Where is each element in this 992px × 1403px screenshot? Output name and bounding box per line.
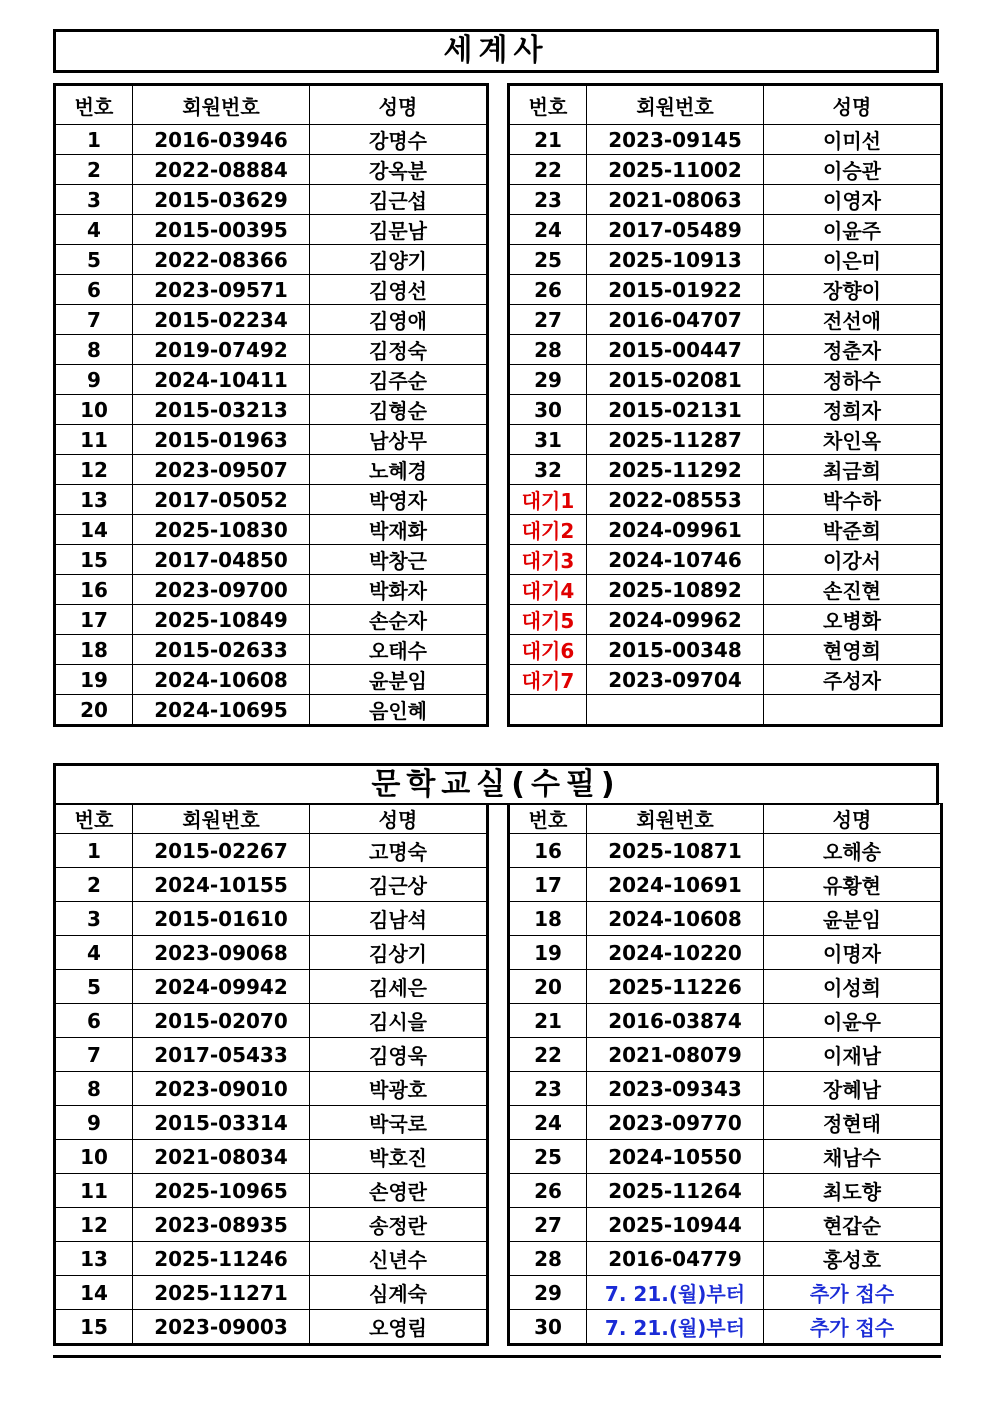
row-number: 6 bbox=[55, 275, 133, 305]
member-id: 2015-03314 bbox=[133, 1106, 310, 1140]
table-row bbox=[55, 1072, 488, 1106]
member-name: 박수하 bbox=[764, 485, 942, 515]
row-number: 대기6 bbox=[509, 635, 587, 665]
table-row bbox=[55, 1140, 488, 1174]
row-number: 대기4 bbox=[509, 575, 587, 605]
member-name: 오병화 bbox=[764, 605, 942, 635]
table-row bbox=[509, 245, 942, 275]
row-number: 1 bbox=[55, 125, 133, 155]
table-row bbox=[55, 1174, 488, 1208]
member-name: 고명숙 bbox=[310, 834, 488, 868]
row-number: 3 bbox=[55, 185, 133, 215]
table-row bbox=[509, 1140, 942, 1174]
member-id: 2023-09571 bbox=[133, 275, 310, 305]
row-number: 22 bbox=[509, 155, 587, 185]
row-number: 18 bbox=[55, 635, 133, 665]
member-name: 정현태 bbox=[764, 1106, 942, 1140]
member-id: 2024-09961 bbox=[587, 515, 764, 545]
member-name: 이명자 bbox=[764, 936, 942, 970]
table-row bbox=[509, 575, 942, 605]
table-row bbox=[55, 695, 488, 726]
member-id: 2015-01610 bbox=[133, 902, 310, 936]
member-id: 2024-10155 bbox=[133, 868, 310, 902]
table-row bbox=[509, 902, 942, 936]
member-id: 2025-11292 bbox=[587, 455, 764, 485]
row-number: 30 bbox=[509, 395, 587, 425]
member-id: 2023-09343 bbox=[587, 1072, 764, 1106]
row-number: 12 bbox=[55, 455, 133, 485]
member-name: 노혜경 bbox=[310, 455, 488, 485]
row-number: 26 bbox=[509, 275, 587, 305]
member-name: 이윤우 bbox=[764, 1004, 942, 1038]
member-name: 윤분임 bbox=[310, 665, 488, 695]
member-id: 2023-09003 bbox=[133, 1310, 310, 1345]
row-number: 4 bbox=[55, 936, 133, 970]
member-id: 2024-10550 bbox=[587, 1140, 764, 1174]
table-row bbox=[509, 545, 942, 575]
row-number: 21 bbox=[509, 125, 587, 155]
table-row bbox=[55, 868, 488, 902]
header-member-id: 회원번호 bbox=[133, 804, 310, 834]
table-row bbox=[509, 970, 942, 1004]
member-name: 박화자 bbox=[310, 575, 488, 605]
member-name: 이미선 bbox=[764, 125, 942, 155]
table-row bbox=[55, 1106, 488, 1140]
member-id: 2025-11002 bbox=[587, 155, 764, 185]
member-id: 2023-09770 bbox=[587, 1106, 764, 1140]
row-number: 대기2 bbox=[509, 515, 587, 545]
row-number: 18 bbox=[509, 902, 587, 936]
member-id: 2021-08034 bbox=[133, 1140, 310, 1174]
table-row bbox=[509, 485, 942, 515]
member-name: 박광호 bbox=[310, 1072, 488, 1106]
member-id: 2023-09704 bbox=[587, 665, 764, 695]
member-name: 박준희 bbox=[764, 515, 942, 545]
member-name: 현영희 bbox=[764, 635, 942, 665]
table-row bbox=[55, 455, 488, 485]
table-row bbox=[55, 305, 488, 335]
row-number: 26 bbox=[509, 1174, 587, 1208]
member-id: 2019-07492 bbox=[133, 335, 310, 365]
member-id: 2025-10830 bbox=[133, 515, 310, 545]
table-row bbox=[509, 275, 942, 305]
member-name: 김남석 bbox=[310, 902, 488, 936]
member-id: 2015-01963 bbox=[133, 425, 310, 455]
row-number: 17 bbox=[55, 605, 133, 635]
table-row bbox=[509, 834, 942, 868]
member-id: 2024-10608 bbox=[587, 902, 764, 936]
table-row bbox=[55, 185, 488, 215]
row-number: 1 bbox=[55, 834, 133, 868]
row-number: 19 bbox=[55, 665, 133, 695]
member-id: 2025-11264 bbox=[587, 1174, 764, 1208]
row-number: 29 bbox=[509, 365, 587, 395]
member-name: 현갑순 bbox=[764, 1208, 942, 1242]
member-name: 이영자 bbox=[764, 185, 942, 215]
header-name: 성명 bbox=[310, 804, 488, 834]
row-number: 5 bbox=[55, 970, 133, 1004]
row-number: 15 bbox=[55, 1310, 133, 1345]
member-id: 2015-00447 bbox=[587, 335, 764, 365]
member-name: 김영선 bbox=[310, 275, 488, 305]
member-id: 2023-09145 bbox=[587, 125, 764, 155]
row-number: 9 bbox=[55, 365, 133, 395]
member-id: 2022-08366 bbox=[133, 245, 310, 275]
member-id: 7. 21.(월)부터 bbox=[587, 1276, 764, 1310]
table-row bbox=[55, 545, 488, 575]
member-id: 2024-10695 bbox=[133, 695, 310, 726]
member-id: 2025-10849 bbox=[133, 605, 310, 635]
row-number: 2 bbox=[55, 155, 133, 185]
member-id: 2023-08935 bbox=[133, 1208, 310, 1242]
row-number: 27 bbox=[509, 305, 587, 335]
table-row bbox=[55, 665, 488, 695]
member-id: 2024-09962 bbox=[587, 605, 764, 635]
header-member-id: 회원번호 bbox=[587, 85, 764, 125]
member-name: 김상기 bbox=[310, 936, 488, 970]
table-row bbox=[55, 1276, 488, 1310]
member-name: 정희자 bbox=[764, 395, 942, 425]
header-number: 번호 bbox=[509, 85, 587, 125]
row-number: 4 bbox=[55, 215, 133, 245]
member-id: 2015-00395 bbox=[133, 215, 310, 245]
row-number: 16 bbox=[509, 834, 587, 868]
member-id: 2024-10746 bbox=[587, 545, 764, 575]
section2-title: 문학교실(수필) bbox=[53, 763, 939, 805]
member-id: 2025-10944 bbox=[587, 1208, 764, 1242]
row-number: 24 bbox=[509, 1106, 587, 1140]
row-number: 대기1 bbox=[509, 485, 587, 515]
member-name bbox=[764, 695, 942, 726]
member-id: 2017-05433 bbox=[133, 1038, 310, 1072]
table-row bbox=[55, 365, 488, 395]
table-row bbox=[55, 605, 488, 635]
member-id: 2016-03946 bbox=[133, 125, 310, 155]
header-name: 성명 bbox=[764, 804, 942, 834]
table-row bbox=[509, 1038, 942, 1072]
member-id: 2017-04850 bbox=[133, 545, 310, 575]
table-row bbox=[509, 365, 942, 395]
header-name: 성명 bbox=[764, 85, 942, 125]
member-name: 장향이 bbox=[764, 275, 942, 305]
table-row bbox=[55, 425, 488, 455]
header-number: 번호 bbox=[509, 804, 587, 834]
member-name: 박영자 bbox=[310, 485, 488, 515]
row-number: 8 bbox=[55, 1072, 133, 1106]
table-row bbox=[55, 1038, 488, 1072]
row-number: 대기5 bbox=[509, 605, 587, 635]
member-id: 2024-09942 bbox=[133, 970, 310, 1004]
row-number: 28 bbox=[509, 335, 587, 365]
member-name: 김주순 bbox=[310, 365, 488, 395]
member-name: 심계숙 bbox=[310, 1276, 488, 1310]
member-name: 오해송 bbox=[764, 834, 942, 868]
table-row bbox=[55, 834, 488, 868]
member-name: 김문남 bbox=[310, 215, 488, 245]
member-name: 정하수 bbox=[764, 365, 942, 395]
member-id: 2015-03629 bbox=[133, 185, 310, 215]
member-name: 박재화 bbox=[310, 515, 488, 545]
row-number: 20 bbox=[55, 695, 133, 726]
row-number: 대기3 bbox=[509, 545, 587, 575]
member-name: 손순자 bbox=[310, 605, 488, 635]
row-number: 14 bbox=[55, 515, 133, 545]
member-id: 2017-05489 bbox=[587, 215, 764, 245]
table-row bbox=[55, 125, 488, 155]
table-row bbox=[55, 936, 488, 970]
table-row bbox=[55, 1004, 488, 1038]
table-row bbox=[55, 970, 488, 1004]
member-name: 이은미 bbox=[764, 245, 942, 275]
member-id: 2025-11246 bbox=[133, 1242, 310, 1276]
member-name: 박창근 bbox=[310, 545, 488, 575]
member-name: 유황현 bbox=[764, 868, 942, 902]
member-name: 박국로 bbox=[310, 1106, 488, 1140]
row-number: 16 bbox=[55, 575, 133, 605]
member-id: 2025-10871 bbox=[587, 834, 764, 868]
member-id: 2021-08079 bbox=[587, 1038, 764, 1072]
row-number: 7 bbox=[55, 1038, 133, 1072]
table-row bbox=[509, 185, 942, 215]
member-name: 이강서 bbox=[764, 545, 942, 575]
table-row bbox=[55, 245, 488, 275]
member-id: 2024-10411 bbox=[133, 365, 310, 395]
member-name: 김근상 bbox=[310, 868, 488, 902]
table-row bbox=[55, 275, 488, 305]
row-number: 21 bbox=[509, 1004, 587, 1038]
row-number: 14 bbox=[55, 1276, 133, 1310]
member-name: 송정란 bbox=[310, 1208, 488, 1242]
member-id: 2025-10892 bbox=[587, 575, 764, 605]
member-name: 강옥분 bbox=[310, 155, 488, 185]
member-name: 박호진 bbox=[310, 1140, 488, 1174]
member-name: 신년수 bbox=[310, 1242, 488, 1276]
section1-right-table bbox=[507, 83, 943, 727]
member-name: 윤분임 bbox=[764, 902, 942, 936]
table-row bbox=[55, 515, 488, 545]
member-id: 2025-11287 bbox=[587, 425, 764, 455]
header-member-id: 회원번호 bbox=[133, 85, 310, 125]
table-row bbox=[509, 1242, 942, 1276]
table-row bbox=[55, 1242, 488, 1276]
section2-right-table bbox=[507, 803, 943, 1346]
row-number: 13 bbox=[55, 1242, 133, 1276]
row-number: 7 bbox=[55, 305, 133, 335]
table-row bbox=[509, 936, 942, 970]
row-number: 20 bbox=[509, 970, 587, 1004]
member-name: 최금희 bbox=[764, 455, 942, 485]
member-name: 손진현 bbox=[764, 575, 942, 605]
table-row bbox=[509, 335, 942, 365]
table-row bbox=[509, 515, 942, 545]
row-number: 13 bbox=[55, 485, 133, 515]
row-number: 3 bbox=[55, 902, 133, 936]
member-name: 김시을 bbox=[310, 1004, 488, 1038]
member-id: 2021-08063 bbox=[587, 185, 764, 215]
table-row bbox=[55, 902, 488, 936]
member-id: 2025-11271 bbox=[133, 1276, 310, 1310]
table-row bbox=[509, 1310, 942, 1345]
table-row bbox=[509, 155, 942, 185]
member-name: 김근섭 bbox=[310, 185, 488, 215]
table-row bbox=[55, 1208, 488, 1242]
member-id: 7. 21.(월)부터 bbox=[587, 1310, 764, 1345]
table-row bbox=[509, 1004, 942, 1038]
member-name: 남상무 bbox=[310, 425, 488, 455]
table-row bbox=[509, 1208, 942, 1242]
table-row bbox=[509, 425, 942, 455]
member-name: 손영란 bbox=[310, 1174, 488, 1208]
row-number: 29 bbox=[509, 1276, 587, 1310]
row-number: 32 bbox=[509, 455, 587, 485]
member-name: 추가 접수 bbox=[764, 1310, 942, 1345]
table-row bbox=[509, 635, 942, 665]
member-id: 2025-10965 bbox=[133, 1174, 310, 1208]
header-number: 번호 bbox=[55, 85, 133, 125]
table-row bbox=[509, 695, 942, 726]
header-number: 번호 bbox=[55, 804, 133, 834]
table-row bbox=[55, 1310, 488, 1345]
table-row bbox=[509, 665, 942, 695]
row-number bbox=[509, 695, 587, 726]
member-name: 김양기 bbox=[310, 245, 488, 275]
table-row bbox=[509, 1106, 942, 1140]
member-id: 2015-02070 bbox=[133, 1004, 310, 1038]
member-id: 2022-08884 bbox=[133, 155, 310, 185]
table-row bbox=[509, 125, 942, 155]
header-member-id: 회원번호 bbox=[587, 804, 764, 834]
member-name: 김영애 bbox=[310, 305, 488, 335]
row-number: 15 bbox=[55, 545, 133, 575]
member-id: 2015-02633 bbox=[133, 635, 310, 665]
member-name: 장혜남 bbox=[764, 1072, 942, 1106]
member-name: 채남수 bbox=[764, 1140, 942, 1174]
row-number: 19 bbox=[509, 936, 587, 970]
member-id: 2015-02234 bbox=[133, 305, 310, 335]
row-number: 10 bbox=[55, 395, 133, 425]
table-row bbox=[55, 575, 488, 605]
member-id: 2024-10691 bbox=[587, 868, 764, 902]
section1-left-table bbox=[53, 83, 489, 727]
row-number: 9 bbox=[55, 1106, 133, 1140]
member-id: 2022-08553 bbox=[587, 485, 764, 515]
member-id: 2024-10220 bbox=[587, 936, 764, 970]
member-id bbox=[587, 695, 764, 726]
section2-left-table bbox=[53, 803, 489, 1346]
row-number: 28 bbox=[509, 1242, 587, 1276]
member-id: 2025-10913 bbox=[587, 245, 764, 275]
member-name: 김영욱 bbox=[310, 1038, 488, 1072]
member-name: 최도향 bbox=[764, 1174, 942, 1208]
table-row bbox=[55, 485, 488, 515]
member-name: 이재남 bbox=[764, 1038, 942, 1072]
table-row bbox=[55, 335, 488, 365]
section1-title: 세계사 bbox=[53, 29, 939, 73]
header-name: 성명 bbox=[310, 85, 488, 125]
member-name: 주성자 bbox=[764, 665, 942, 695]
table-row bbox=[509, 1072, 942, 1106]
table-row bbox=[509, 395, 942, 425]
member-id: 2015-02267 bbox=[133, 834, 310, 868]
row-number: 30 bbox=[509, 1310, 587, 1345]
table-row bbox=[509, 868, 942, 902]
row-number: 11 bbox=[55, 425, 133, 455]
member-id: 2023-09010 bbox=[133, 1072, 310, 1106]
table-row bbox=[55, 395, 488, 425]
row-number: 27 bbox=[509, 1208, 587, 1242]
member-name: 김정숙 bbox=[310, 335, 488, 365]
row-number: 2 bbox=[55, 868, 133, 902]
table-row bbox=[509, 215, 942, 245]
member-name: 홍성호 bbox=[764, 1242, 942, 1276]
row-number: 22 bbox=[509, 1038, 587, 1072]
member-name: 오태수 bbox=[310, 635, 488, 665]
member-name: 이윤주 bbox=[764, 215, 942, 245]
member-id: 2016-04779 bbox=[587, 1242, 764, 1276]
row-number: 5 bbox=[55, 245, 133, 275]
member-name: 김형순 bbox=[310, 395, 488, 425]
member-id: 2015-02081 bbox=[587, 365, 764, 395]
table-row bbox=[509, 1174, 942, 1208]
member-name: 김세은 bbox=[310, 970, 488, 1004]
bottom-divider bbox=[53, 1355, 941, 1358]
row-number: 10 bbox=[55, 1140, 133, 1174]
member-id: 2016-04707 bbox=[587, 305, 764, 335]
table-row bbox=[55, 215, 488, 245]
member-id: 2015-01922 bbox=[587, 275, 764, 305]
row-number: 대기7 bbox=[509, 665, 587, 695]
row-number: 31 bbox=[509, 425, 587, 455]
member-name: 음인혜 bbox=[310, 695, 488, 726]
row-number: 17 bbox=[509, 868, 587, 902]
member-id: 2023-09507 bbox=[133, 455, 310, 485]
member-name: 정춘자 bbox=[764, 335, 942, 365]
member-id: 2016-03874 bbox=[587, 1004, 764, 1038]
table-row bbox=[509, 455, 942, 485]
table-row bbox=[55, 155, 488, 185]
member-id: 2024-10608 bbox=[133, 665, 310, 695]
row-number: 24 bbox=[509, 215, 587, 245]
table-row bbox=[509, 305, 942, 335]
member-id: 2015-02131 bbox=[587, 395, 764, 425]
row-number: 8 bbox=[55, 335, 133, 365]
table-row bbox=[509, 1276, 942, 1310]
row-number: 6 bbox=[55, 1004, 133, 1038]
member-name: 추가 접수 bbox=[764, 1276, 942, 1310]
table-row bbox=[509, 605, 942, 635]
member-name: 이승관 bbox=[764, 155, 942, 185]
member-id: 2015-00348 bbox=[587, 635, 764, 665]
member-id: 2025-11226 bbox=[587, 970, 764, 1004]
member-name: 전선애 bbox=[764, 305, 942, 335]
row-number: 25 bbox=[509, 1140, 587, 1174]
member-id: 2023-09068 bbox=[133, 936, 310, 970]
row-number: 11 bbox=[55, 1174, 133, 1208]
member-id: 2017-05052 bbox=[133, 485, 310, 515]
table-row bbox=[55, 635, 488, 665]
member-id: 2015-03213 bbox=[133, 395, 310, 425]
row-number: 23 bbox=[509, 1072, 587, 1106]
member-name: 이성희 bbox=[764, 970, 942, 1004]
row-number: 23 bbox=[509, 185, 587, 215]
row-number: 12 bbox=[55, 1208, 133, 1242]
member-name: 오영림 bbox=[310, 1310, 488, 1345]
member-id: 2023-09700 bbox=[133, 575, 310, 605]
member-name: 강명수 bbox=[310, 125, 488, 155]
row-number: 25 bbox=[509, 245, 587, 275]
member-name: 차인옥 bbox=[764, 425, 942, 455]
